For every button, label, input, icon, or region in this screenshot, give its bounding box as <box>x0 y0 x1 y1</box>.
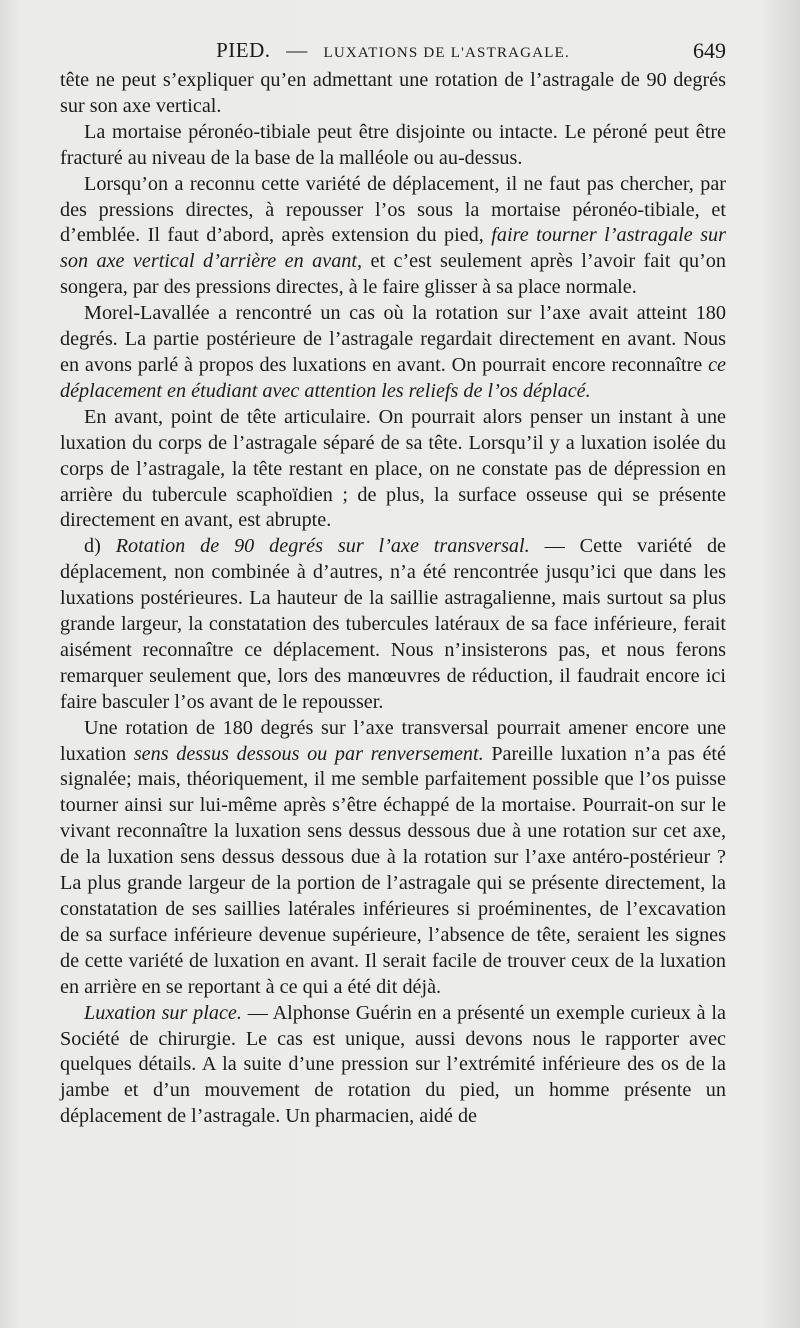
header-title-sub: LUXATIONS DE L'ASTRAGALE. <box>323 45 570 61</box>
italic-segment: Rotation de 90 degrés sur l’axe transversal. <box>115 535 530 558</box>
text-segment: Une rotation de 180 degrés sur l’axe transversal pourrait amener encore une luxation <box>60 716 726 765</box>
paragraph <box>60 120 726 172</box>
italic-segment: sens dessus dessous ou par renversement. <box>133 742 484 765</box>
text-segment: — Alphonse Guérin en a présenté un exemple curieux à la Société de chirurgie. Le cas est unique, aussi devons nous le rapporter avec quelques détails. A la suite d’une pression sur l’extrémité inférieure des os de la jambe et d’un mouvement de rotation du pied, un homme présente un déplacement de l’astragale. Un pharmacien, aidé de <box>60 1001 726 1128</box>
header-title-main: PIED. <box>216 38 271 62</box>
text-segment: Pareille luxation n’a pas été signalée; mais, théoriquement, il me semble parfaitement possible que l’os puisse tourner ainsi sur lui-même après s’être échappé de la mortaise. Pourrait-on sur le vivant reconnaître la luxation sens dessus dessous due à une rotation sur cet axe, de la luxation sens dessus dessous due à la rotation sur l’axe antéro-postérieur ? La plus grande largeur de la portion de l’astragale qui se présente directement, la constatation de ses saillies latérales inférieures si proéminentes, de l’excavation de sa surface inférieure devenue supérieure, l’absence de tête, seraient les signes de cette variété de luxation en avant. Il serait facile de trouver ceux de la luxation en arrière en se reportant à ce qui a été dit déjà. <box>60 742 726 998</box>
paragraph <box>60 1001 726 1131</box>
text-segment: — Cette variété de déplacement, non combinée à d’autres, n’a été rencontrée jusqu’ici que dans les luxations postérieures. La hauteur de la saillie astragalienne, mais surtout sa plus grande largeur, la constatation des tubercules latéraux de sa face inférieure, ferait aisément reconnaître ce déplacement. Nous n’insisterons pas, et nous ferons remarquer seulement que, lors des manœuvres de réduction, il faudrait encore ici faire basculer l’os avant de le repousser. <box>60 535 726 713</box>
italic-segment: faire tourner l’astragale sur son axe vertical d’arrière en avant, <box>60 224 727 273</box>
running-header <box>60 38 726 68</box>
text-segment: En avant, point de tête articulaire. On pourrait alors penser un instant à une luxation du corps de l’astragale séparé de sa tête. Lorsqu’il y a luxation isolée du corps de l’astragale, la tête restant en place, on ne constate pas de dépression en arrière du tubercule scaphoïdien ; de plus, la surface osseuse qui se présente directement en avant, est abrupte. <box>60 405 726 532</box>
page-number: 649 <box>693 38 726 63</box>
text-segment: Morel-Lavallée a rencontré un cas où la rotation sur l’axe avait atteint 180 degrés. La partie postérieure de l’astragale regardait directement en avant. Nous en avons parlé à propos des luxations en avant. On pourrait encore reconnaître <box>60 302 726 376</box>
text-segment: d) <box>84 535 116 558</box>
paragraph <box>60 68 726 120</box>
text-segment: Lorsqu’on a reconnu cette variété de déplacement, il ne faut pas chercher, par des pressions directes, à repousser l’os sous la mortaise péronéo-tibiale, et d’emblée. Il faut d’abord, après extension du pied, <box>60 172 726 247</box>
text-segment: et c’est seulement après l’avoir fait qu’on songera, par des pressions directes, à le faire glisser à sa place normale. <box>60 250 726 299</box>
text-segment: La mortaise péronéo-tibiale peut être disjointe ou intacte. Le péroné peut être fracturé au niveau de la base de la malléole ou au-dessus. <box>60 120 726 169</box>
paragraph <box>60 716 726 1001</box>
running-title <box>60 38 726 63</box>
body-text <box>60 68 726 1130</box>
header-separator: — <box>286 38 308 62</box>
italic-segment: Luxation sur place. <box>84 1001 242 1024</box>
text-segment: tête ne peut s’expliquer qu’en admettant une rotation de l’astragale de 90 degrés sur son axe vertical. <box>60 69 726 117</box>
italic-segment: ce déplacement en étudiant avec attention les reliefs de l’os déplacé. <box>60 353 726 402</box>
paragraph <box>60 534 726 715</box>
paragraph <box>60 405 726 535</box>
paragraph <box>60 301 726 405</box>
paragraph <box>60 172 726 302</box>
